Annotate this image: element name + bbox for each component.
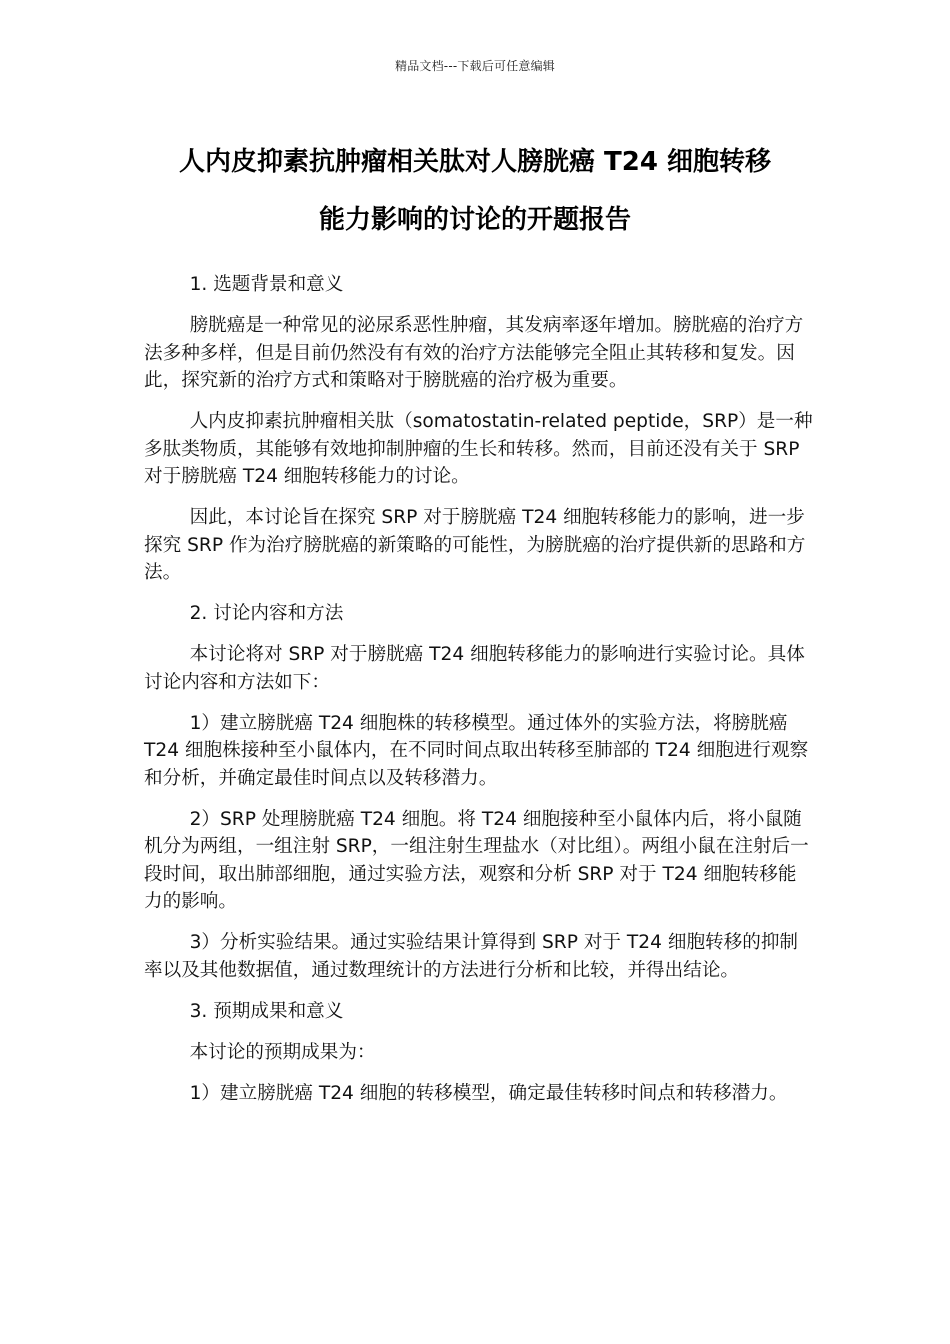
header-note: 精品文档---下载后可任意编辑 <box>395 59 555 73</box>
paragraph-method-step-1: 1）建立膀胱癌 T24 细胞株的转移模型。通过体外的实验方法，将膀胱癌 T24 细胞株接种至小鼠体内，在不同时间点取出转移至肺部的 T24 细胞进行观察和分析，并确定最佳时间点以及转移潜力。 <box>144 712 809 789</box>
section-heading-methods: 2. 讨论内容和方法 <box>189 603 344 624</box>
paragraph-methods-intro: 本讨论将对 SRP 对于膀胱癌 T24 细胞转移能力的影响进行实验讨论。具体讨论内容和方法如下： <box>144 644 805 693</box>
section-heading-expected-results: 3. 预期成果和意义 <box>189 1000 344 1022</box>
paragraph-method-step-3: 3）分析实验结果。通过实验结果计算得到 SRP 对于 T24 细胞转移的抑制率以及其他数据值，通过数理统计的方法进行分析和比较，并得出结论。 <box>144 932 799 981</box>
paragraph-expected-intro: 本讨论的预期成果为： <box>189 1041 376 1063</box>
section-heading-background: 1. 选题背景和意义 <box>189 274 344 295</box>
title-line-1: 人内皮抑素抗肿瘤相关肽对人膀胱癌 T24 细胞转移 <box>178 147 772 177</box>
document-title <box>120 133 830 249</box>
paragraph-srp-intro: 人内皮抑素抗肿瘤相关肽（somatostatin-related peptide，SRP）是一种多肽类物质，其能够有效地抑制肿瘤的生长和转移。然而，目前还没有关于 SRP 对于膀胱癌 T24 细胞转移能力的讨论。 <box>144 411 813 487</box>
document-body <box>144 271 814 1121</box>
paragraph-study-aim: 因此，本讨论旨在探究 SRP 对于膀胱癌 T24 细胞转移能力的影响，进一步探究 SRP 作为治疗膀胱癌的新策略的可能性，为膀胱癌的治疗提供新的思路和方法。 <box>144 507 806 583</box>
title-line-2: 能力影响的讨论的开题报告 <box>318 205 631 235</box>
paragraph-bladder-cancer-intro: 膀胱癌是一种常见的泌尿系恶性肿瘤，其发病率逐年增加。膀胱癌的治疗方法多种多样，但是目前仍然没有有效的治疗方法能够完全阻止其转移和复发。因此，探究新的治疗方式和策略对于膀胱癌的治疗极为重要。 <box>144 315 804 391</box>
paragraph-method-step-2: 2）SRP 处理膀胱癌 T24 细胞。将 T24 细胞接种至小鼠体内后，将小鼠随机分为两组，一组注射 SRP，一组注射生理盐水（对比组）。两组小鼠在注射后一段时间，取出肺部细胞，通过实验方法，观察和分析 SRP 对于 T24 细胞转移能力的影响。 <box>144 808 809 912</box>
paragraph-expected-item-1: 1）建立膀胱癌 T24 细胞的转移模型，确定最佳转移时间点和转移潜力。 <box>189 1082 788 1104</box>
